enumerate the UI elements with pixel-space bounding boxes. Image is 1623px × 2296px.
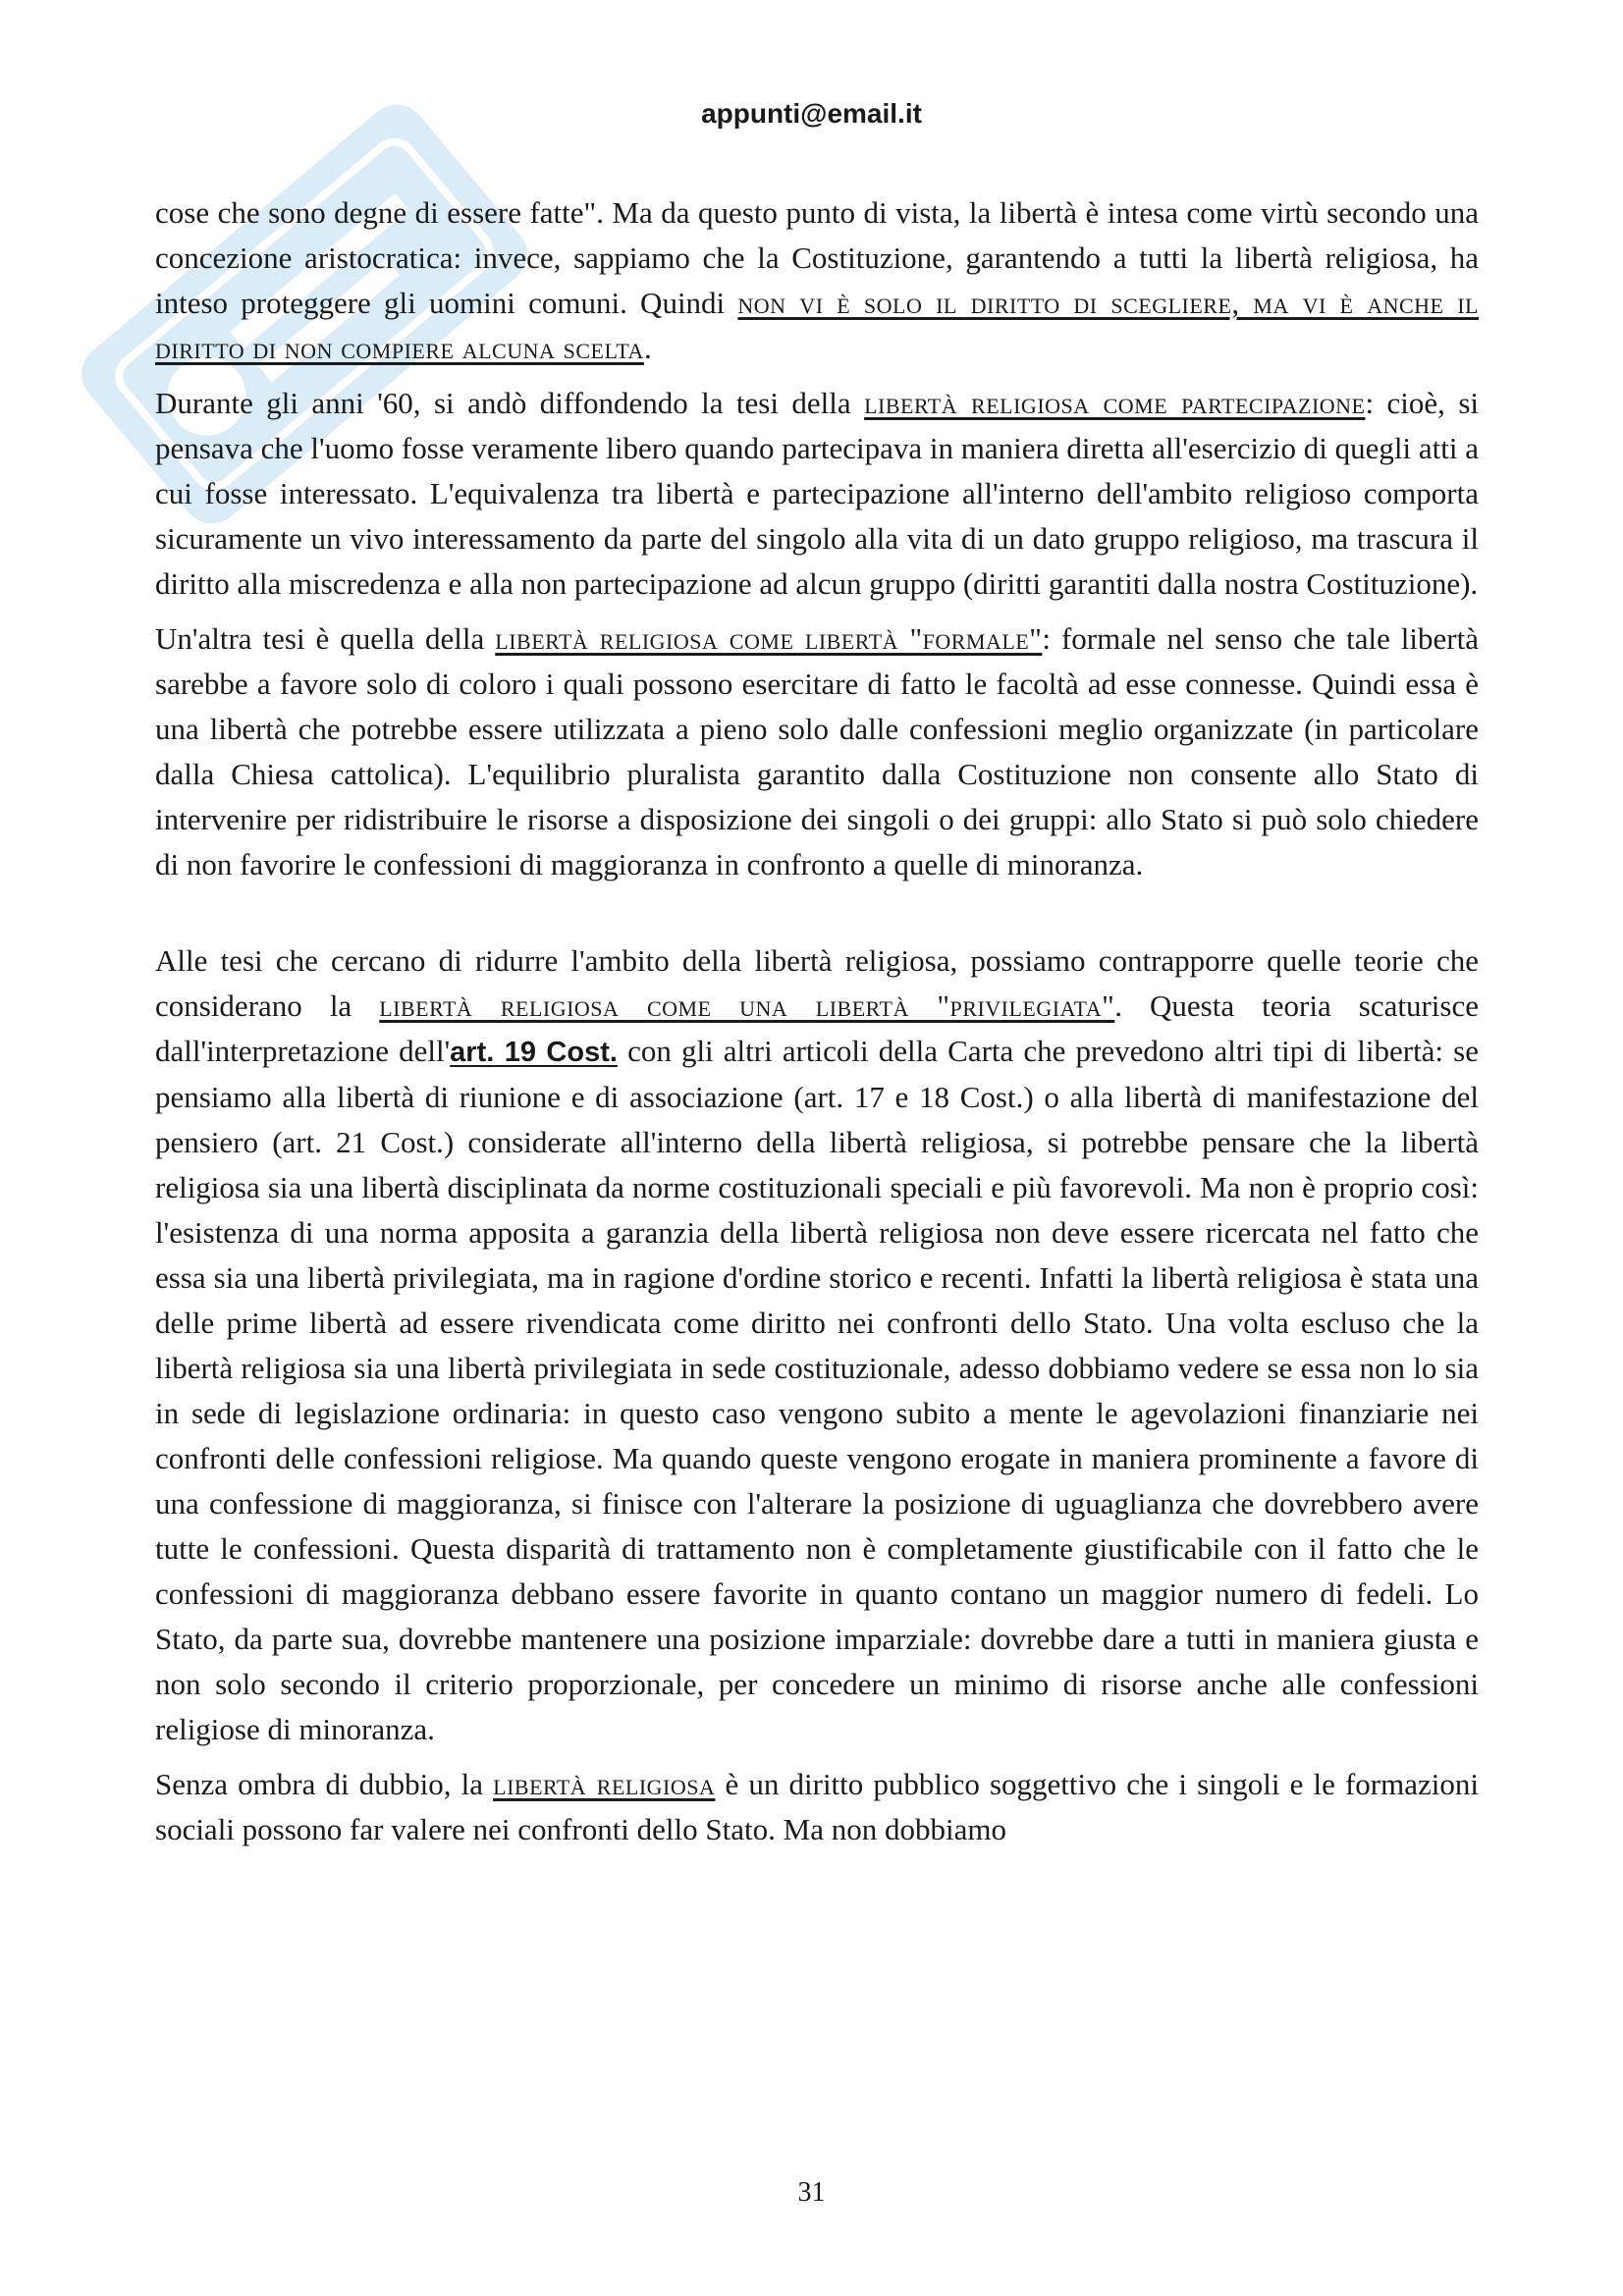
page-body: [155, 190, 1479, 1862]
header-email: appunti@email.it: [701, 98, 922, 129]
article-reference: art. 19 Cost.: [450, 1037, 618, 1068]
emphasis-text: libertà religiosa come una libertà "privilegiata": [379, 988, 1115, 1023]
paragraph: Alle tesi che cercano di ridurre l'ambito della libertà religiosa, possiamo contrapporre quelle teorie che considerano la libertà religiosa come una libertà "privilegiata". Questa teoria scaturisce dall'interpretazione dell'art. 19 Cost. con gli altri articoli della Carta che prevedono altri tipi di libertà: se pensiamo alla libertà di riunione e di associazione (art. 17 e 18 Cost.) o alla libertà di manifestazione del pensiero (art. 21 Cost.) considerate all'interno della libertà religiosa, si potrebbe pensare che la libertà religiosa sia una libertà disciplinata da norme costituzionali speciali e più favorevoli. Ma non è proprio così: l'esistenza di una norma apposita a garanzia della libertà religiosa non deve essere ricercata nel fatto che essa sia una libertà privilegiata, ma in ragione d'ordine storico e recenti. Infatti la libertà religiosa è stata una delle prime libertà ad essere rivendicata come diritto nei confronti dello Stato. Una volta escluso che la libertà religiosa sia una libertà privilegiata in sede costituzionale, adesso dobbiamo vedere se essa non lo sia in sede di legislazione ordinaria: in questo caso vengono subito a mente le agevolazioni finanziarie nei confronti delle confessioni religiose. Ma quando queste vengono erogate in maniera prominente a favore di una confessione di maggioranza, si finisce con l'alterare la posizione di uguaglianza che dovrebbero avere tutte le confessioni. Questa disparità di trattamento non è completamente giustificabile con il fatto che le confessioni di maggioranza debbano essere favorite in quanto contano un maggior numero di fedeli. Lo Stato, da parte sua, dovrebbe mantenere una posizione imparziale: dovrebbe dare a tutti in maniera giusta e non solo secondo il criterio proporzionale, per concedere un minimo di risorse anche alle confessioni religiose di minoranza.: [155, 943, 1479, 1746]
emphasis-text: libertà religiosa: [493, 1767, 716, 1801]
emphasis-text: libertà religiosa come partecipazione: [864, 386, 1366, 420]
paragraph: cose che sono degne di essere fatte". Ma da questo punto di vista, la libertà è intesa come virtù secondo una concezione aristocratica: invece, sappiamo che la Costituzione, garantendo a tutti la libertà religiosa, ha inteso proteggere gli uomini comuni. Quindi non vi è solo il diritto di scegliere, ma vi è anche il diritto di non compiere alcuna scelta.: [155, 195, 1479, 365]
paragraph: Un'altra tesi è quella della libertà religiosa come libertà "formale": formale nel senso che tale libertà sarebbe a favore solo di coloro i quali possono esercitare di fatto le facoltà ad esse connesse. Quindi essa è una libertà che potrebbe essere utilizzata a pieno solo dalle confessioni meglio organizzate (in particolare dalla Chiesa cattolica). L'equilibrio pluralista garantito dalla Costituzione non consente allo Stato di intervenire per ridistribuire le risorse a disposizione dei singoli o dei gruppi: allo Stato si può solo chiedere di non favorire le confessioni di maggioranza in confronto a quelle di minoranza.: [155, 621, 1479, 881]
page-number: 31: [797, 2177, 826, 2208]
paragraph: Durante gli anni '60, si andò diffondendo la tesi della libertà religiosa come partecipazione: cioè, si pensava che l'uomo fosse veramente libero quando partecipava in maniera diretta all'esercizio di quegli atti a cui fosse interessato. L'equivalenza tra libertà e partecipazione all'interno dell'ambito religioso comporta sicuramente un vivo interessamento da parte del singolo alla vita di un dato gruppo religioso, ma trascura il diritto alla miscredenza e alla non partecipazione ad alcun gruppo (diritti garantiti dalla nostra Costituzione).: [155, 386, 1480, 601]
emphasis-text: non vi è solo il diritto di scegliere, ma vi è anche il diritto di non compiere alcuna scelta: [155, 286, 1479, 365]
emphasis-text: libertà religiosa come libertà "formale": [495, 621, 1043, 656]
paragraph: Senza ombra di dubbio, la libertà religiosa è un diritto pubblico soggettivo che i singoli e le formazioni sociali possono far valere nei confronti dello Stato. Ma non dobbiamo: [155, 1767, 1479, 1846]
